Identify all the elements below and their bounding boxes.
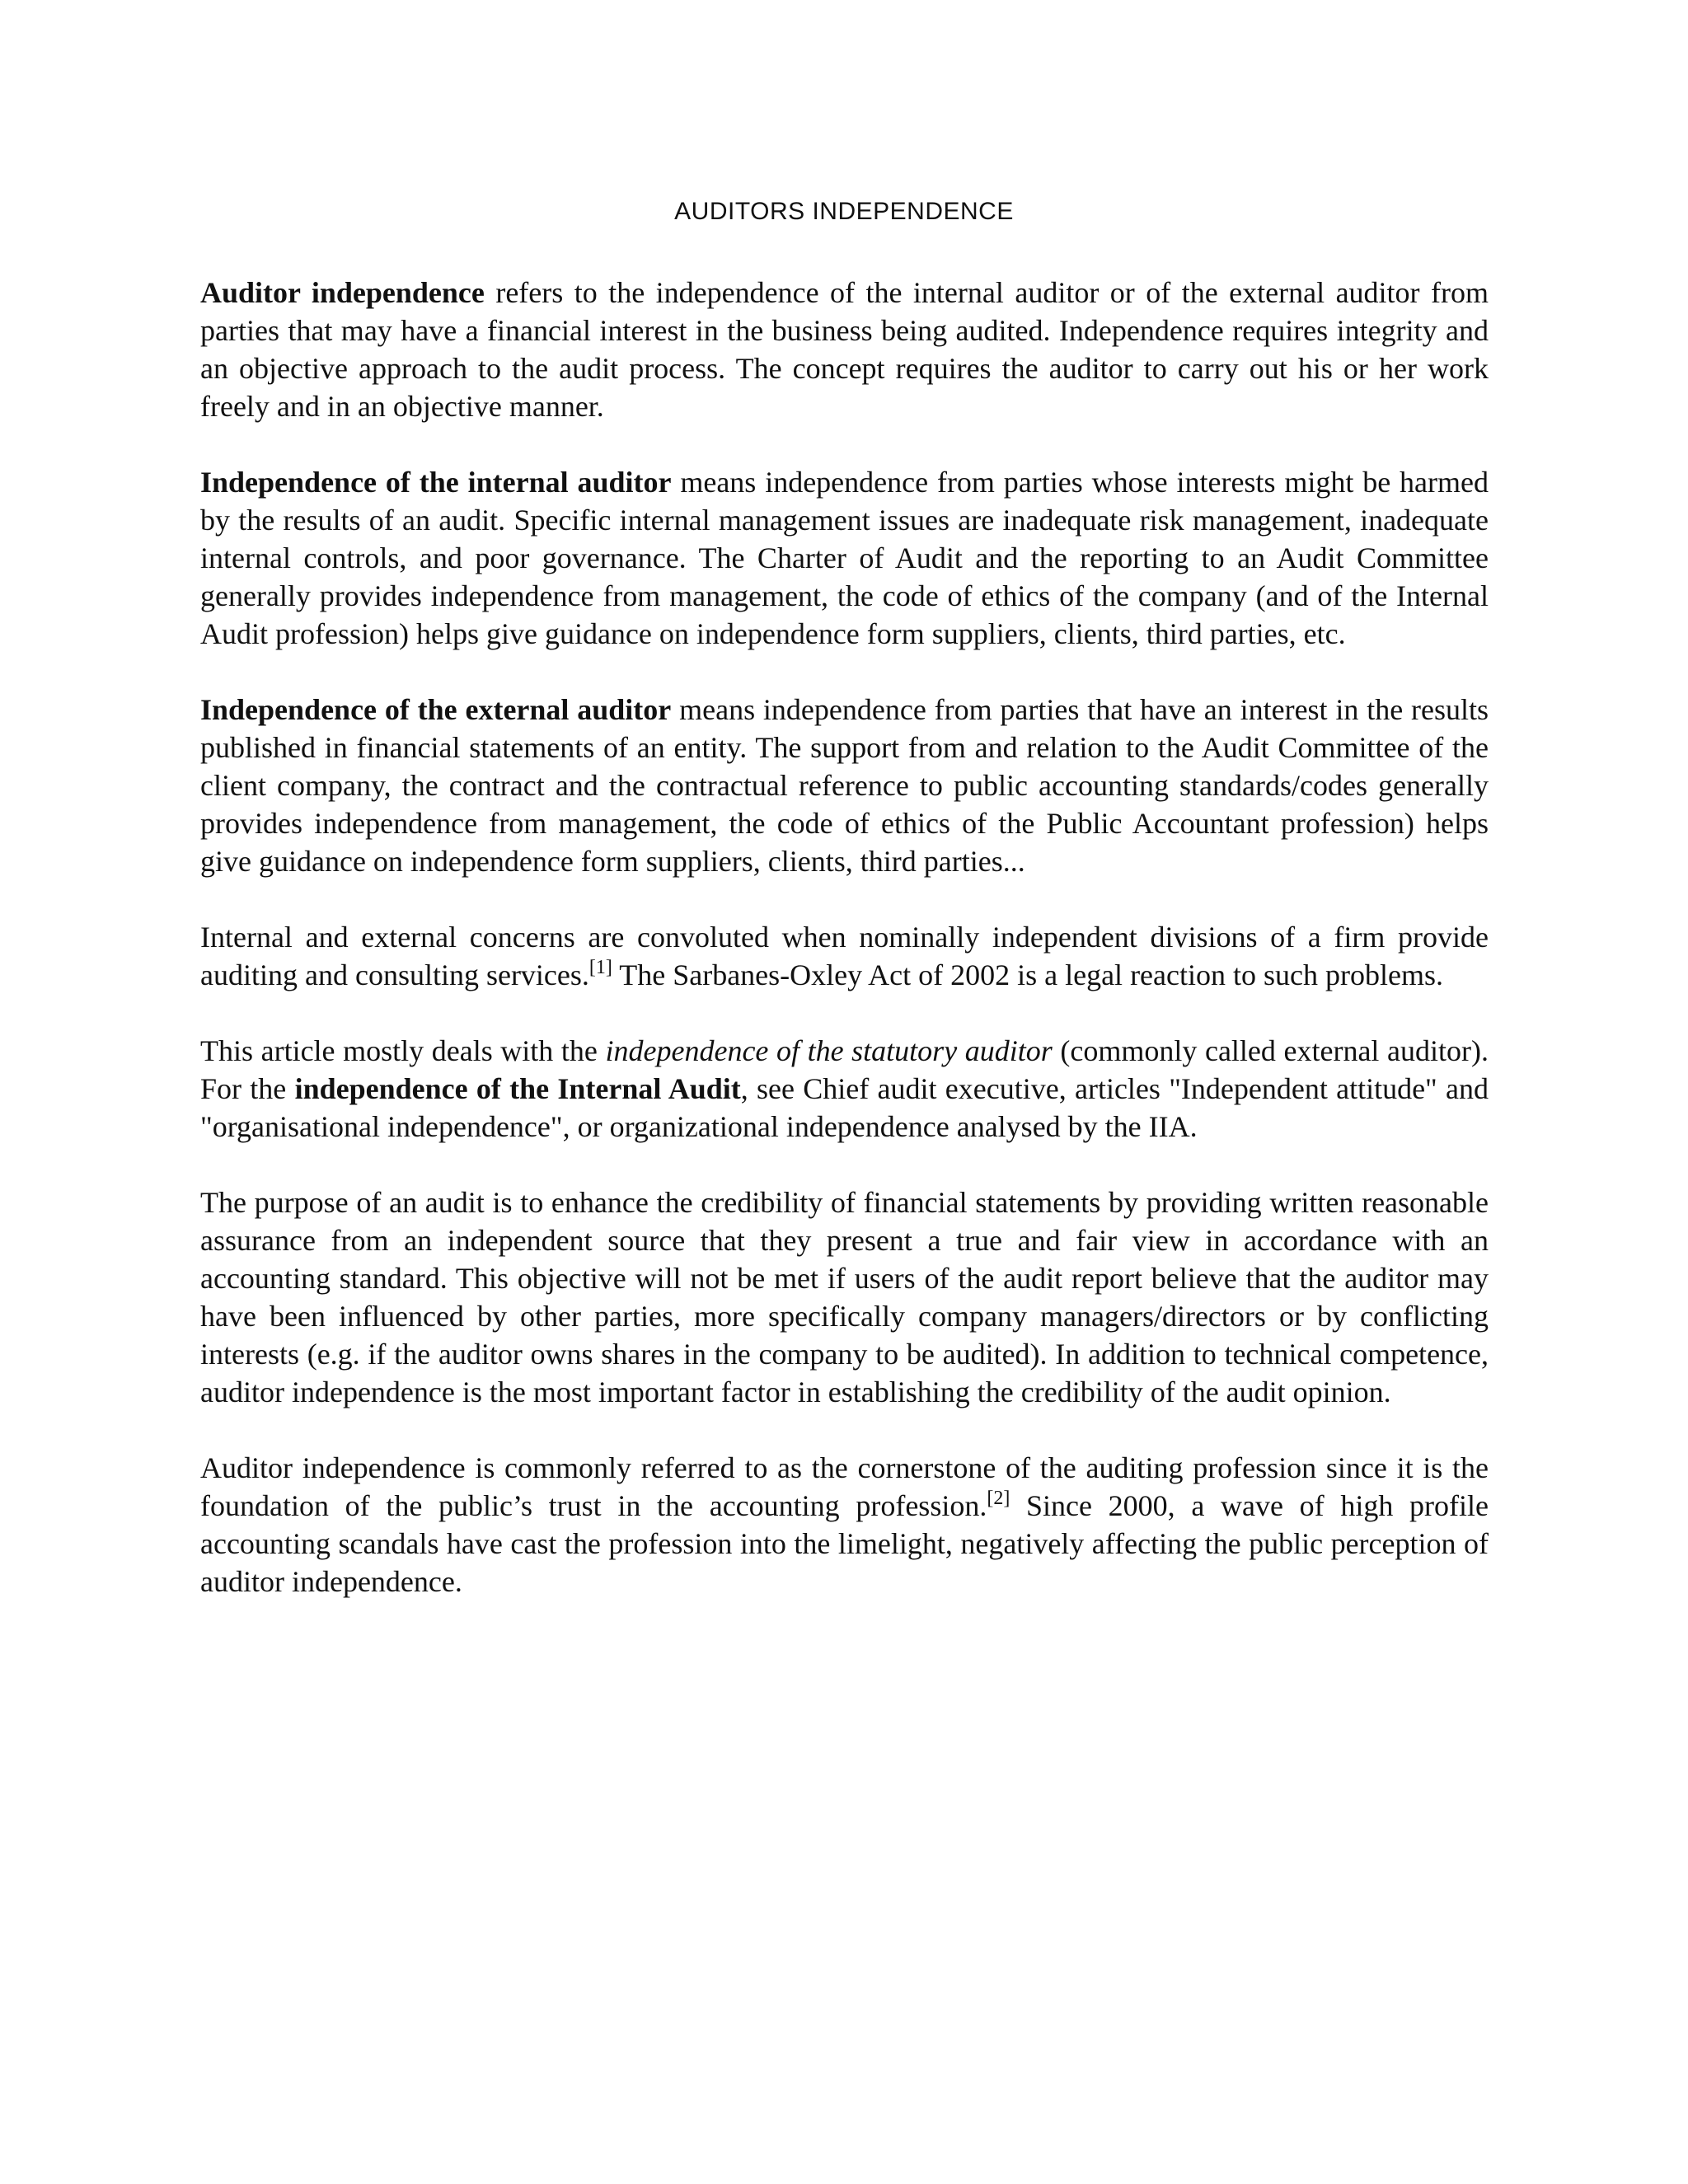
paragraph-text: The purpose of an audit is to enhance the credibility of financial statements by providing written reasonable assurance from an independent source that they present a true and fair view in accordance with an accounting standard. This objective will not be met if users of the audit report believe that the auditor may have been influenced by other parties, more specifically company managers/directors or by conflicting interests (e.g. if the auditor owns shares in the company to be audited). In addition to technical competence, auditor independence is the most important factor in establishing the credibility of the audit opinion. xyxy=(200,1186,1489,1408)
document-title: AUDITORS INDEPENDENCE xyxy=(674,198,1014,225)
paragraph-text: means independence from parties whose interests might be harmed by the results of an audit. Specific internal management issues are inadequate risk management, inadequate internal controls, and poor governance. The Charter of Audit and the reporting to an Audit Committee generally provides independence from management, the code of ethics of the company (and of the Internal Audit profession) helps give guidance on independence form suppliers, clients, third parties, etc. xyxy=(200,466,1489,650)
paragraph-article-scope xyxy=(200,1032,1489,1146)
term-internal-audit: independence of the Internal Audit xyxy=(294,1072,741,1105)
paragraph-text: Internal and external concerns are convoluted when nominally independent divisions of a firm provide auditing and consulting services. xyxy=(200,921,1489,991)
document-body xyxy=(200,274,1489,1638)
paragraph-text: (commonly called external auditor). For the xyxy=(200,1034,1489,1105)
term-external-auditor: Independence of the external auditor xyxy=(200,693,672,726)
term-internal-auditor: Independence of the internal auditor xyxy=(200,466,672,499)
paragraph-cornerstone xyxy=(200,1449,1489,1601)
paragraph-audit-purpose xyxy=(200,1183,1489,1411)
paragraph-text: The Sarbanes-Oxley Act of 2002 is a legal reaction to such problems. xyxy=(612,958,1443,991)
paragraph-text: Auditor independence is commonly referred to as the cornerstone of the auditing profession since it is the foundation of the public’s trust in the accounting profession. xyxy=(200,1451,1489,1522)
paragraph-auditor-independence xyxy=(200,274,1489,425)
term-auditor-independence: Auditor independence xyxy=(200,276,485,309)
paragraph-external-auditor xyxy=(200,691,1489,880)
paragraph-text: , see Chief audit executive, articles "Independent attitude" and "organisational independence", or organizational independence analysed by the IIA. xyxy=(200,1072,1489,1143)
footnote-ref-1: [1] xyxy=(588,957,612,978)
term-statutory-auditor: independence of the statutory auditor xyxy=(605,1034,1053,1067)
paragraph-concerns xyxy=(200,918,1489,994)
footnote-ref-2: [2] xyxy=(987,1488,1010,1509)
paragraph-internal-auditor xyxy=(200,463,1489,653)
paragraph-text: means independence from parties that have an interest in the results published in financial statements of an entity. The support from and relation to the Audit Committee of the client company, the contract and the contractual reference to public accounting standards/codes generally provides independence from management, the code of ethics of the Public Accountant profession) helps give guidance on independence form suppliers, clients, third parties... xyxy=(200,693,1489,878)
paragraph-text: Since 2000, a wave of high profile accounting scandals have cast the profession into the limelight, negatively affecting the public perception of auditor independence. xyxy=(200,1489,1489,1598)
paragraph-text: This article mostly deals with the xyxy=(200,1034,606,1067)
paragraph-text: refers to the independence of the internal auditor or of the external auditor from parties that may have a financial interest in the business being audited. Independence requires integrity and an objective approach to the audit process. The concept requires the auditor to carry out his or her work freely and in an objective manner. xyxy=(200,276,1489,423)
